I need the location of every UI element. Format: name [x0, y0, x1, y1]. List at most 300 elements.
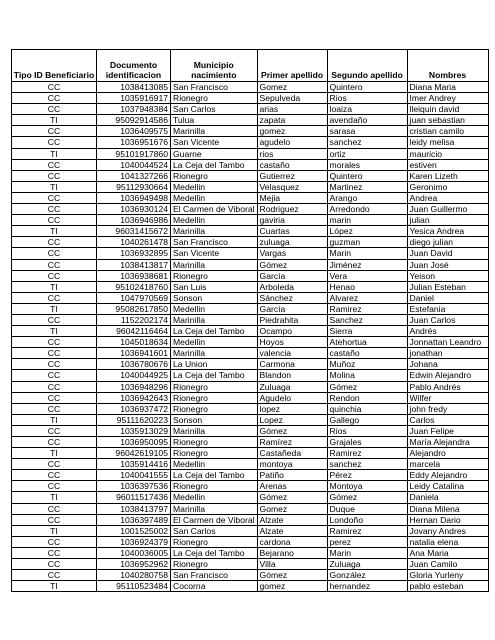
- cell-nombres: Juan Carlos: [407, 314, 488, 325]
- cell-municipio: San Carlos: [171, 104, 258, 115]
- cell-nombres: Juan Guillermo: [407, 204, 488, 215]
- cell-tipo-id: CC: [12, 126, 97, 137]
- cell-tipo-id: CC: [12, 392, 97, 403]
- table-row: [12, 104, 489, 115]
- cell-primer-apellido: rios: [257, 148, 327, 159]
- cell-tipo-id: CC: [12, 370, 97, 381]
- cell-segundo-apellido: Zuluaga: [327, 559, 407, 570]
- cell-documento: 1036951676: [97, 137, 171, 148]
- cell-tipo-id: CC: [12, 481, 97, 492]
- cell-nombres: Geronimo: [407, 181, 488, 192]
- cell-documento: 1036938681: [97, 270, 171, 281]
- cell-documento: 1045018634: [97, 337, 171, 348]
- cell-primer-apellido: arias: [257, 104, 327, 115]
- cell-municipio: Rionegro: [171, 392, 258, 403]
- cell-municipio: Rionegro: [171, 403, 258, 414]
- cell-nombres: Johana: [407, 359, 488, 370]
- table-row: [12, 581, 489, 592]
- cell-municipio: Medellin: [171, 215, 258, 226]
- cell-tipo-id: TI: [12, 492, 97, 503]
- cell-primer-apellido: Lopez: [257, 414, 327, 425]
- cell-tipo-id: CC: [12, 104, 97, 115]
- header-tipo-id: Tipo ID Beneficiario: [12, 50, 97, 82]
- table-row: [12, 148, 489, 159]
- cell-primer-apellido: gomez: [257, 581, 327, 592]
- table-row: [12, 381, 489, 392]
- cell-documento: 1036409575: [97, 126, 171, 137]
- header-segundo-apellido: Segundo apellido: [327, 50, 407, 82]
- cell-nombres: Julian Esteban: [407, 281, 488, 292]
- cell-segundo-apellido: Gómez: [327, 381, 407, 392]
- cell-primer-apellido: Agudelo: [257, 392, 327, 403]
- cell-nombres: mauricio: [407, 148, 488, 159]
- cell-municipio: Marinilla: [171, 126, 258, 137]
- cell-documento: 1047970569: [97, 292, 171, 303]
- cell-nombres: Yeison: [407, 270, 488, 281]
- cell-municipio: Tulua: [171, 115, 258, 126]
- cell-primer-apellido: zuluaga: [257, 237, 327, 248]
- cell-documento: 1040041555: [97, 470, 171, 481]
- cell-documento: 1036952962: [97, 559, 171, 570]
- cell-documento: 1036924379: [97, 536, 171, 547]
- cell-primer-apellido: Gómez: [257, 570, 327, 581]
- cell-segundo-apellido: ortiz: [327, 148, 407, 159]
- cell-tipo-id: CC: [12, 381, 97, 392]
- cell-tipo-id: CC: [12, 570, 97, 581]
- cell-segundo-apellido: Henao: [327, 281, 407, 292]
- cell-segundo-apellido: Sierra: [327, 326, 407, 337]
- cell-documento: 95092914586: [97, 115, 171, 126]
- cell-documento: 1040044524: [97, 159, 171, 170]
- cell-segundo-apellido: Rendon: [327, 392, 407, 403]
- cell-municipio: Medellin: [171, 192, 258, 203]
- cell-municipio: Marinilla: [171, 425, 258, 436]
- cell-primer-apellido: Vargas: [257, 248, 327, 259]
- cell-segundo-apellido: López: [327, 226, 407, 237]
- cell-tipo-id: TI: [12, 581, 97, 592]
- cell-documento: 1040036005: [97, 547, 171, 558]
- cell-documento: 96042116464: [97, 326, 171, 337]
- cell-nombres: diego julian: [407, 237, 488, 248]
- cell-nombres: jonathan: [407, 348, 488, 359]
- cell-documento: 95101917860: [97, 148, 171, 159]
- cell-primer-apellido: Hoyos: [257, 337, 327, 348]
- cell-primer-apellido: Ramírez: [257, 437, 327, 448]
- table-row: [12, 525, 489, 536]
- cell-nombres: Alejandro: [407, 448, 488, 459]
- cell-segundo-apellido: Londoño: [327, 514, 407, 525]
- cell-tipo-id: CC: [12, 403, 97, 414]
- cell-segundo-apellido: Rios: [327, 425, 407, 436]
- cell-nombres: Pablo Andrés: [407, 381, 488, 392]
- cell-segundo-apellido: Vera: [327, 270, 407, 281]
- cell-tipo-id: CC: [12, 192, 97, 203]
- cell-segundo-apellido: loaiza: [327, 104, 407, 115]
- cell-nombres: Jovany Andres: [407, 525, 488, 536]
- cell-primer-apellido: zapata: [257, 115, 327, 126]
- cell-tipo-id: CC: [12, 215, 97, 226]
- header-nombres: Nombres: [407, 50, 488, 82]
- table-row: [12, 204, 489, 215]
- cell-segundo-apellido: Quintero: [327, 82, 407, 93]
- table-row: [12, 448, 489, 459]
- cell-documento: 95111620223: [97, 414, 171, 425]
- cell-municipio: Rionegro: [171, 437, 258, 448]
- cell-segundo-apellido: Muñoz: [327, 359, 407, 370]
- cell-segundo-apellido: Martinez: [327, 181, 407, 192]
- beneficiaries-table: [11, 49, 489, 592]
- cell-primer-apellido: Zuluaga: [257, 381, 327, 392]
- cell-primer-apellido: Arenas: [257, 481, 327, 492]
- cell-primer-apellido: Mejia: [257, 192, 327, 203]
- cell-primer-apellido: Arboleda: [257, 281, 327, 292]
- cell-nombres: leidy melisa: [407, 137, 488, 148]
- table-row: [12, 348, 489, 359]
- cell-documento: 1036397536: [97, 481, 171, 492]
- cell-tipo-id: CC: [12, 425, 97, 436]
- table-row: [12, 93, 489, 104]
- cell-documento: 1038413797: [97, 503, 171, 514]
- cell-primer-apellido: Patiño: [257, 470, 327, 481]
- cell-segundo-apellido: Ramirez: [327, 448, 407, 459]
- cell-segundo-apellido: Ramirez: [327, 303, 407, 314]
- cell-municipio: Rionegro: [171, 536, 258, 547]
- cell-nombres: john fredy: [407, 403, 488, 414]
- cell-municipio: San Francisco: [171, 237, 258, 248]
- cell-nombres: Jonnattan Leandro: [407, 337, 488, 348]
- table-row: [12, 159, 489, 170]
- table-row: [12, 503, 489, 514]
- cell-tipo-id: TI: [12, 448, 97, 459]
- cell-municipio: San Vicente: [171, 248, 258, 259]
- cell-segundo-apellido: avendaño: [327, 115, 407, 126]
- cell-primer-apellido: Villa: [257, 559, 327, 570]
- cell-primer-apellido: agudelo: [257, 137, 327, 148]
- cell-documento: 1036949498: [97, 192, 171, 203]
- cell-municipio: San Francisco: [171, 570, 258, 581]
- cell-documento: 96031415672: [97, 226, 171, 237]
- cell-nombres: Estefania: [407, 303, 488, 314]
- table-row: [12, 470, 489, 481]
- cell-municipio: Marinilla: [171, 348, 258, 359]
- cell-tipo-id: TI: [12, 281, 97, 292]
- cell-segundo-apellido: guzman: [327, 237, 407, 248]
- cell-municipio: El Carmen de Viboral: [171, 514, 258, 525]
- cell-primer-apellido: gaviria: [257, 215, 327, 226]
- table-row: [12, 237, 489, 248]
- cell-tipo-id: CC: [12, 470, 97, 481]
- table-row: [12, 137, 489, 148]
- cell-documento: 1038413817: [97, 259, 171, 270]
- cell-primer-apellido: Cuartas: [257, 226, 327, 237]
- cell-municipio: Guarne: [171, 148, 258, 159]
- cell-documento: 96042619105: [97, 448, 171, 459]
- table-row: [12, 259, 489, 270]
- cell-tipo-id: CC: [12, 514, 97, 525]
- cell-documento: 1036930124: [97, 204, 171, 215]
- header-primer-apellido: Primer apellido: [257, 50, 327, 82]
- cell-nombres: Karen Lizeth: [407, 170, 488, 181]
- cell-nombres: María Alejandra: [407, 437, 488, 448]
- cell-documento: 1036780676: [97, 359, 171, 370]
- cell-segundo-apellido: Sanchez: [327, 314, 407, 325]
- cell-municipio: Rionegro: [171, 170, 258, 181]
- cell-documento: 1036932895: [97, 248, 171, 259]
- cell-municipio: Sonson: [171, 292, 258, 303]
- cell-documento: 1036397489: [97, 514, 171, 525]
- cell-primer-apellido: Alzate: [257, 525, 327, 536]
- cell-nombres: pablo esteban: [407, 581, 488, 592]
- cell-primer-apellido: Bejarano: [257, 547, 327, 558]
- cell-nombres: natalia elena: [407, 536, 488, 547]
- cell-tipo-id: TI: [12, 226, 97, 237]
- cell-tipo-id: CC: [12, 503, 97, 514]
- cell-municipio: El Carmen de Viboral: [171, 204, 258, 215]
- cell-nombres: Leidy Catalina: [407, 481, 488, 492]
- cell-documento: 1038413085: [97, 82, 171, 93]
- cell-municipio: La Ceja del Tambo: [171, 326, 258, 337]
- cell-municipio: Marinilla: [171, 259, 258, 270]
- cell-segundo-apellido: sanchez: [327, 459, 407, 470]
- cell-documento: 1152202174: [97, 314, 171, 325]
- cell-nombres: Diana Milena: [407, 503, 488, 514]
- cell-documento: 1036941601: [97, 348, 171, 359]
- table-row: [12, 536, 489, 547]
- cell-primer-apellido: Rodriguez: [257, 204, 327, 215]
- cell-segundo-apellido: Duque: [327, 503, 407, 514]
- cell-nombres: estiven: [407, 159, 488, 170]
- table-row: [12, 170, 489, 181]
- cell-segundo-apellido: Gallego: [327, 414, 407, 425]
- cell-tipo-id: CC: [12, 314, 97, 325]
- cell-tipo-id: CC: [12, 137, 97, 148]
- cell-municipio: Cocorna: [171, 581, 258, 592]
- cell-municipio: Medellin: [171, 459, 258, 470]
- cell-municipio: Marinilla: [171, 314, 258, 325]
- cell-tipo-id: TI: [12, 414, 97, 425]
- table-row: [12, 514, 489, 525]
- cell-tipo-id: CC: [12, 93, 97, 104]
- cell-tipo-id: CC: [12, 359, 97, 370]
- cell-tipo-id: TI: [12, 115, 97, 126]
- cell-documento: 1001525002: [97, 525, 171, 536]
- cell-tipo-id: CC: [12, 292, 97, 303]
- cell-nombres: Juan David: [407, 248, 488, 259]
- cell-municipio: La Union: [171, 359, 258, 370]
- table-row: [12, 370, 489, 381]
- cell-documento: 1040044925: [97, 370, 171, 381]
- cell-segundo-apellido: morales: [327, 159, 407, 170]
- cell-documento: 1035913029: [97, 425, 171, 436]
- cell-primer-apellido: valencia: [257, 348, 327, 359]
- cell-nombres: marcela: [407, 459, 488, 470]
- cell-segundo-apellido: Arredondo: [327, 204, 407, 215]
- cell-municipio: Rionegro: [171, 559, 258, 570]
- cell-segundo-apellido: Grajales: [327, 437, 407, 448]
- cell-municipio: San Luis: [171, 281, 258, 292]
- table-row: [12, 326, 489, 337]
- cell-primer-apellido: Velasquez: [257, 181, 327, 192]
- cell-nombres: Andrés: [407, 326, 488, 337]
- cell-segundo-apellido: marin: [327, 215, 407, 226]
- cell-municipio: La Ceja del Tambo: [171, 547, 258, 558]
- cell-nombres: Diana Maria: [407, 82, 488, 93]
- cell-primer-apellido: cardona: [257, 536, 327, 547]
- cell-primer-apellido: Gómez: [257, 492, 327, 503]
- cell-segundo-apellido: Arango: [327, 192, 407, 203]
- table-row: [12, 337, 489, 348]
- cell-documento: 1035914416: [97, 459, 171, 470]
- cell-nombres: Eddy Alejandro: [407, 470, 488, 481]
- table-row: [12, 403, 489, 414]
- cell-segundo-apellido: Quintero: [327, 170, 407, 181]
- cell-primer-apellido: Gómez: [257, 425, 327, 436]
- cell-municipio: Rionegro: [171, 481, 258, 492]
- cell-primer-apellido: castaño: [257, 159, 327, 170]
- cell-nombres: Carlos: [407, 414, 488, 425]
- table-row: [12, 425, 489, 436]
- table-row: [12, 292, 489, 303]
- cell-nombres: Daniel: [407, 292, 488, 303]
- cell-tipo-id: CC: [12, 337, 97, 348]
- cell-tipo-id: CC: [12, 259, 97, 270]
- cell-municipio: Marinilla: [171, 503, 258, 514]
- cell-municipio: Marinilla: [171, 226, 258, 237]
- table-row: [12, 570, 489, 581]
- cell-segundo-apellido: Gómez: [327, 492, 407, 503]
- cell-nombres: julian: [407, 215, 488, 226]
- cell-segundo-apellido: Ramirez: [327, 525, 407, 536]
- cell-tipo-id: CC: [12, 159, 97, 170]
- cell-tipo-id: TI: [12, 326, 97, 337]
- header-municipio: Municipio nacimiento: [171, 50, 258, 82]
- cell-tipo-id: CC: [12, 248, 97, 259]
- cell-documento: 95082617850: [97, 303, 171, 314]
- cell-segundo-apellido: sanchez: [327, 137, 407, 148]
- cell-tipo-id: CC: [12, 559, 97, 570]
- cell-primer-apellido: Gomez: [257, 503, 327, 514]
- cell-segundo-apellido: Marin: [327, 248, 407, 259]
- cell-primer-apellido: Carmona: [257, 359, 327, 370]
- cell-segundo-apellido: Atehortua: [327, 337, 407, 348]
- cell-documento: 1036948296: [97, 381, 171, 392]
- cell-nombres: cristian camilo: [407, 126, 488, 137]
- cell-nombres: Imer Andrey: [407, 93, 488, 104]
- cell-municipio: La Ceja del Tambo: [171, 370, 258, 381]
- cell-nombres: Juan José: [407, 259, 488, 270]
- cell-primer-apellido: Gómez: [257, 259, 327, 270]
- cell-tipo-id: CC: [12, 270, 97, 281]
- cell-segundo-apellido: Jiménez: [327, 259, 407, 270]
- table-row: [12, 459, 489, 470]
- cell-municipio: Medellin: [171, 492, 258, 503]
- cell-segundo-apellido: perez: [327, 536, 407, 547]
- cell-primer-apellido: Sepulveda: [257, 93, 327, 104]
- cell-tipo-id: TI: [12, 525, 97, 536]
- cell-segundo-apellido: Rios: [327, 93, 407, 104]
- cell-tipo-id: CC: [12, 547, 97, 558]
- cell-tipo-id: CC: [12, 348, 97, 359]
- table-row: [12, 392, 489, 403]
- cell-documento: 95112930664: [97, 181, 171, 192]
- cell-municipio: Rionegro: [171, 448, 258, 459]
- cell-segundo-apellido: hernandez: [327, 581, 407, 592]
- cell-municipio: Rionegro: [171, 270, 258, 281]
- cell-nombres: Daniela: [407, 492, 488, 503]
- cell-primer-apellido: Alzate: [257, 514, 327, 525]
- cell-nombres: Juan Camilo: [407, 559, 488, 570]
- cell-primer-apellido: Castañeda: [257, 448, 327, 459]
- header-documento: Documento identificacion: [97, 50, 171, 82]
- cell-primer-apellido: García: [257, 303, 327, 314]
- cell-segundo-apellido: González: [327, 570, 407, 581]
- cell-documento: 1041327266: [97, 170, 171, 181]
- cell-nombres: Ana Maria: [407, 547, 488, 558]
- cell-tipo-id: CC: [12, 437, 97, 448]
- cell-tipo-id: CC: [12, 204, 97, 215]
- cell-municipio: Medellin: [171, 303, 258, 314]
- cell-segundo-apellido: castaño: [327, 348, 407, 359]
- table-header: [12, 50, 489, 82]
- cell-segundo-apellido: Pérez: [327, 470, 407, 481]
- cell-documento: 1037948384: [97, 104, 171, 115]
- table-row: [12, 492, 489, 503]
- cell-documento: 1035916917: [97, 93, 171, 104]
- cell-primer-apellido: García: [257, 270, 327, 281]
- cell-documento: 95102418760: [97, 281, 171, 292]
- table-row: [12, 559, 489, 570]
- header-row: [12, 50, 489, 82]
- cell-nombres: Wilfer: [407, 392, 488, 403]
- table-row: [12, 547, 489, 558]
- cell-documento: 1036942643: [97, 392, 171, 403]
- table-row: [12, 82, 489, 93]
- cell-nombres: Hernan Dario: [407, 514, 488, 525]
- table-row: [12, 226, 489, 237]
- cell-primer-apellido: Gutierrez: [257, 170, 327, 181]
- cell-documento: 95110523484: [97, 581, 171, 592]
- table-row: [12, 359, 489, 370]
- table-row: [12, 126, 489, 137]
- cell-nombres: Yesica Andrea: [407, 226, 488, 237]
- cell-segundo-apellido: Molina: [327, 370, 407, 381]
- cell-tipo-id: CC: [12, 237, 97, 248]
- table-row: [12, 414, 489, 425]
- cell-nombres: Andrea: [407, 192, 488, 203]
- cell-documento: 1036946986: [97, 215, 171, 226]
- table-row: [12, 215, 489, 226]
- cell-tipo-id: TI: [12, 148, 97, 159]
- table-body: [12, 82, 489, 592]
- cell-tipo-id: CC: [12, 459, 97, 470]
- cell-segundo-apellido: sarasa: [327, 126, 407, 137]
- cell-segundo-apellido: quinchia: [327, 403, 407, 414]
- cell-documento: 1036937472: [97, 403, 171, 414]
- cell-tipo-id: CC: [12, 82, 97, 93]
- table-row: [12, 481, 489, 492]
- cell-nombres: lleiquin david: [407, 104, 488, 115]
- cell-documento: 1040261478: [97, 237, 171, 248]
- cell-primer-apellido: Piedrahita: [257, 314, 327, 325]
- cell-municipio: Rionegro: [171, 381, 258, 392]
- cell-tipo-id: CC: [12, 170, 97, 181]
- cell-segundo-apellido: Montoya: [327, 481, 407, 492]
- table-row: [12, 248, 489, 259]
- cell-municipio: Medellin: [171, 337, 258, 348]
- cell-municipio: Medellin: [171, 181, 258, 192]
- cell-segundo-apellido: Marin: [327, 547, 407, 558]
- cell-documento: 96011517436: [97, 492, 171, 503]
